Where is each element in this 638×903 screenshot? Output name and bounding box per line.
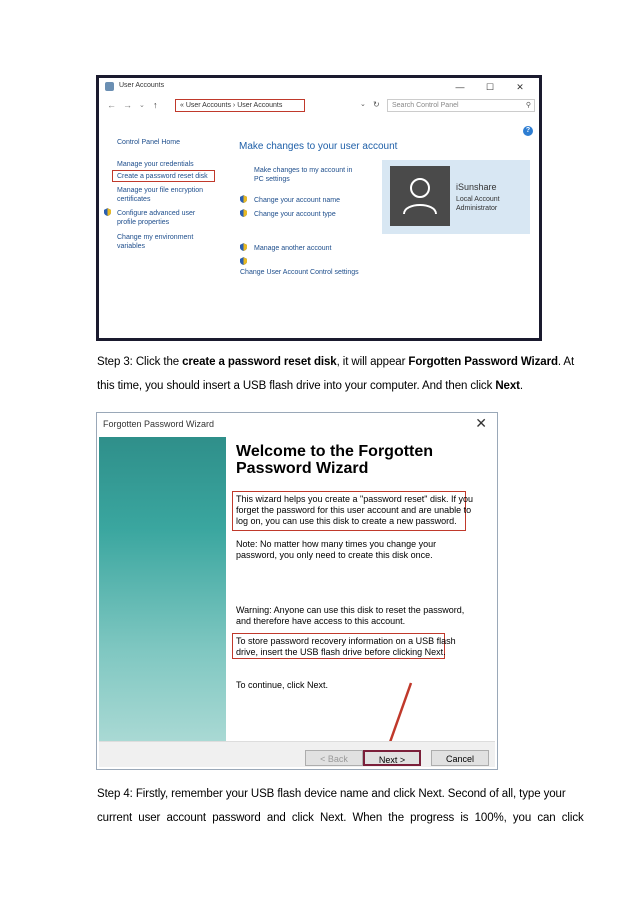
step3-line1: Step 3: Click the create a password reset disk, it will appear Forgotten Password Wizard. At — [97, 356, 575, 368]
user-icon — [390, 166, 450, 226]
intro-text-line2: forget the password for this user account and are unable to — [236, 505, 472, 515]
close-icon[interactable]: ✕ — [475, 415, 487, 431]
uac-shield-icon — [240, 209, 247, 217]
step4-line1: Step 4: Firstly, remember your USB flash device name and click Next. Second of all, type your — [97, 788, 566, 800]
wizard-title: Forgotten Password Wizard — [103, 419, 215, 429]
avatar — [390, 166, 450, 226]
pc-settings-link[interactable]: Make changes to my account in — [254, 167, 353, 174]
pc-settings-link-line2[interactable]: PC settings — [254, 176, 290, 183]
change-account-type-link[interactable]: Change your account type — [254, 211, 336, 218]
breadcrumb[interactable]: « User Accounts › User Accounts — [175, 99, 305, 112]
uac-shield-icon — [240, 195, 247, 203]
search-input[interactable]: Search Control Panel ⚲ — [387, 99, 535, 112]
usb-instruction-text-line2: drive, insert the USB flash drive before clicking Next. — [236, 647, 446, 657]
address-bar — [103, 98, 535, 114]
minimize-button[interactable]: — — [455, 82, 465, 92]
uac-shield-icon — [240, 243, 247, 251]
user-accounts-icon — [105, 82, 114, 91]
close-button[interactable]: ✕ — [516, 82, 524, 92]
wizard-heading: Welcome to the Forgotten Password Wizard — [236, 443, 434, 477]
sidebar-manage-credentials[interactable]: Manage your credentials — [117, 161, 194, 168]
next-button[interactable]: Next > — [363, 750, 421, 766]
back-button[interactable]: < Back — [305, 750, 363, 766]
step4-line2: current user account password and click Next. When the progress is 100%, you can click — [97, 812, 584, 824]
note-text-line2: password, you only need to create this disk once. — [236, 550, 433, 560]
account-type: Local Account — [456, 196, 500, 203]
note-text: Note: No matter how many times you change your — [236, 539, 437, 549]
warning-text-line2: and therefore have access to this account. — [236, 616, 406, 626]
main-heading: Make changes to your user account — [239, 141, 398, 152]
sidebar-advanced-profile-line2[interactable]: profile properties — [117, 219, 170, 226]
user-accounts-screenshot — [96, 75, 542, 341]
account-panel — [382, 160, 530, 234]
continue-text: To continue, click Next. — [236, 680, 329, 690]
step3-line2: this time, you should insert a USB flash drive into your computer. And then click Next. — [97, 380, 523, 392]
sidebar-environment-variables[interactable]: Change my environment — [117, 234, 194, 241]
account-name: iSunshare — [456, 182, 497, 192]
wizard-footer — [99, 741, 495, 767]
uac-shield-icon — [240, 257, 247, 265]
intro-text: This wizard helps you create a "password reset" disk. If you — [236, 494, 473, 504]
change-account-name-link[interactable]: Change your account name — [254, 197, 340, 204]
help-icon[interactable]: ? — [523, 126, 533, 136]
search-icon: ⚲ — [525, 102, 531, 109]
sidebar-file-encryption-line2[interactable]: certificates — [117, 196, 151, 203]
sidebar-advanced-profile[interactable]: Configure advanced user — [117, 210, 196, 217]
account-role: Administrator — [456, 205, 498, 212]
sidebar-environment-variables-line2[interactable]: variables — [117, 243, 146, 250]
usb-instruction-text: To store password recovery information on a USB flash — [236, 636, 456, 646]
wizard-body — [228, 437, 495, 741]
sidebar-control-panel-home[interactable]: Control Panel Home — [117, 139, 181, 146]
back-arrow-icon[interactable]: ← — [107, 100, 116, 110]
window-title: User Accounts — [119, 82, 165, 89]
refresh-icon[interactable]: ↻ — [373, 100, 380, 109]
title-bar — [99, 78, 539, 96]
forward-arrow-icon[interactable]: → — [123, 100, 132, 110]
manage-another-account-link[interactable]: Manage another account — [254, 245, 332, 252]
cancel-button[interactable]: Cancel — [431, 750, 489, 766]
maximize-button[interactable]: ☐ — [485, 82, 495, 92]
sidebar-file-encryption[interactable]: Manage your file encryption — [117, 187, 203, 194]
wizard-side-banner — [99, 437, 226, 741]
intro-text-line3: log on, you can use this disk to create a new password. — [236, 516, 457, 526]
recent-dropdown-icon[interactable]: ⌄ — [139, 102, 145, 109]
uac-settings-link[interactable]: Change User Account Control settings — [240, 269, 359, 276]
sidebar-create-password-reset-disk[interactable]: Create a password reset disk — [117, 173, 208, 180]
uac-shield-icon — [104, 208, 111, 216]
address-dropdown-icon[interactable]: ⌄ — [360, 101, 366, 108]
wizard-screenshot — [96, 412, 498, 770]
up-arrow-icon[interactable]: ↑ — [153, 100, 158, 110]
warning-text: Warning: Anyone can use this disk to reset the password, — [236, 605, 465, 615]
